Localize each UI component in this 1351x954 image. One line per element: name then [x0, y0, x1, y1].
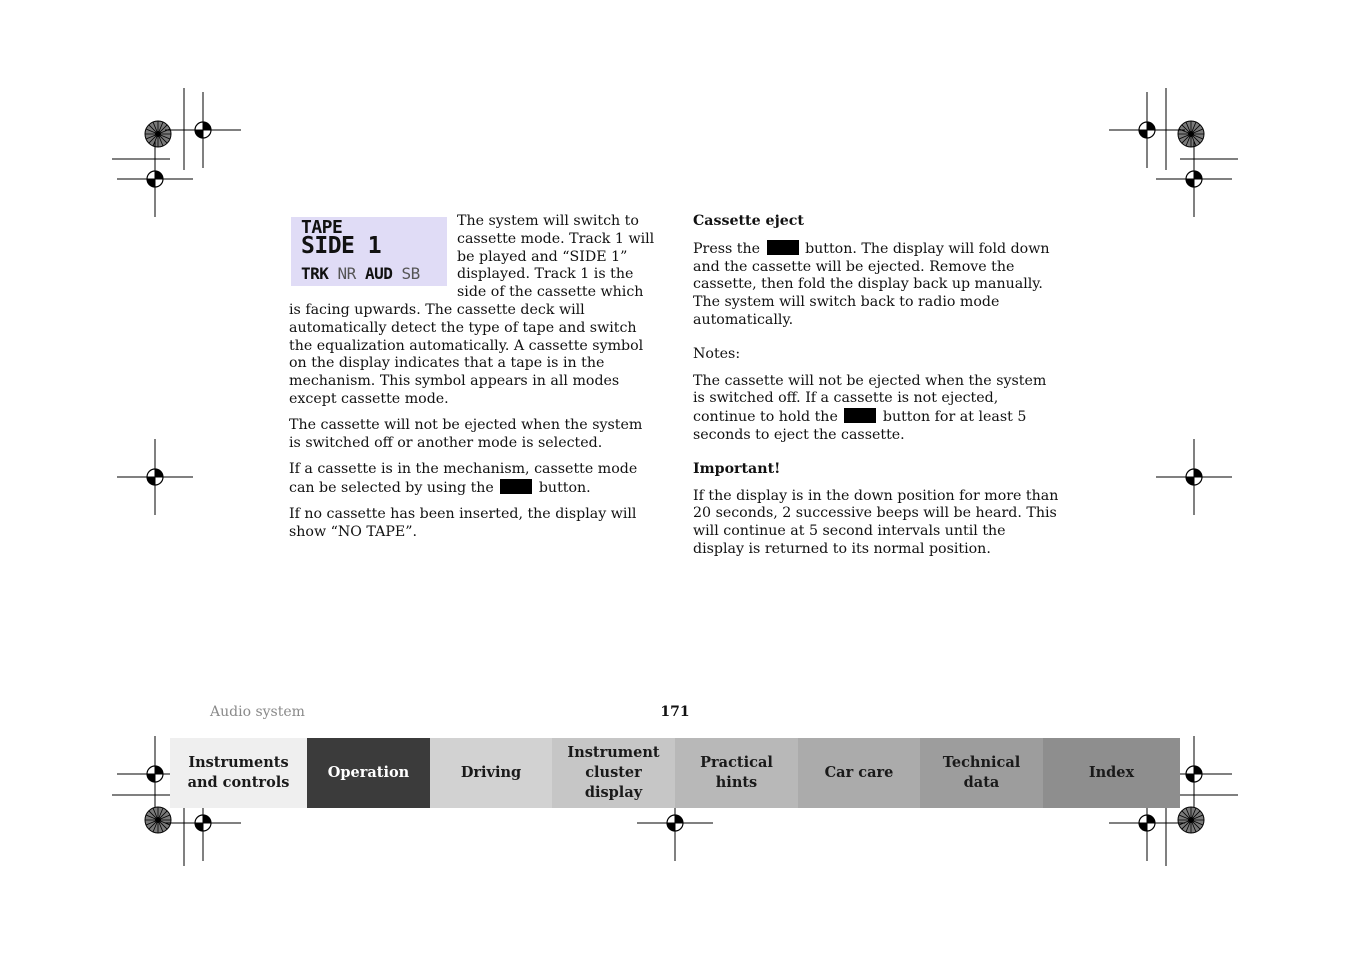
display-line-side: SIDE 1	[301, 233, 382, 259]
tape-button-icon	[500, 479, 532, 494]
display-sb: SB	[401, 264, 420, 283]
tab-index[interactable]: Index	[1043, 738, 1180, 808]
left-column	[289, 213, 657, 551]
display-trk: TRK	[301, 264, 329, 283]
eject-button-icon-notes	[844, 408, 876, 423]
paragraph-eject	[693, 240, 1061, 330]
chapter-tab-bar	[170, 738, 1180, 808]
display-nr: NR	[337, 264, 356, 283]
tab-practical-hints[interactable]: Practical hints	[675, 738, 798, 808]
eject-text-before: Press the	[693, 240, 761, 257]
paragraph-no-tape: If no cassette has been inserted, the display will show “NO TAPE”.	[289, 506, 637, 541]
select-mode-text-before: If a cassette is in the mechanism, cassette mode can be selected by using the	[289, 461, 638, 497]
notes-text-after: button for at least 5 seconds to eject the cassette.	[693, 409, 1027, 443]
display-line-mode: TAPE	[301, 217, 343, 238]
eject-button-icon	[767, 240, 799, 255]
select-mode-text-after: button.	[538, 480, 591, 497]
heading-cassette-eject: Cassette eject	[693, 213, 804, 229]
paragraph-cassette-mode: The system will switch to cassette mode. Track 1 will be played and “SIDE 1” displayed. Track 1 is the side of the cassette which is facing upwards. The cassette deck will automatically detect the type of tape and switch the equalization automatically. A cassette symbol on the display indicates that a tape is in the mechanism. This symbol appears in all modes except cassette mode.	[289, 213, 655, 407]
paragraph-important: If the display is in the down position for more than 20 seconds, 2 successive beeps will be heard. This will continue at 5 second intervals until the display is returned to its normal position.	[693, 487, 1059, 557]
display-line-status	[301, 265, 420, 283]
page-number: 171	[660, 704, 690, 720]
tab-driving[interactable]: Driving	[430, 738, 552, 808]
notes-text-before: The cassette will not be ejected when the system is switched off. If a cassette is not ejected, continue to hold the	[693, 372, 1047, 426]
right-column	[693, 213, 1061, 567]
radio-display-panel	[291, 217, 447, 286]
section-label: Audio system	[210, 704, 305, 720]
heading-important: Important!	[693, 460, 781, 477]
display-aud: AUD	[364, 264, 393, 283]
notes-label: Notes:	[693, 345, 741, 362]
tab-instruments-and-controls[interactable]: Instruments and controls	[170, 738, 307, 808]
tab-operation[interactable]: Operation	[307, 738, 430, 808]
paragraph-select-mode	[289, 461, 657, 498]
tab-car-care[interactable]: Car care	[798, 738, 920, 808]
paragraph-notes	[693, 373, 1061, 445]
paragraph-no-eject: The cassette will not be ejected when the system is switched off or another mode is selected.	[289, 417, 643, 452]
tab-technical-data[interactable]: Technical data	[920, 738, 1043, 808]
tab-instrument-cluster-display[interactable]: Instrument cluster display	[552, 738, 675, 808]
eject-text-after: button. The display will fold down and the cassette will be ejected. Remove the cassette, then fold the display back up manually. The system will switch back to radio mode automatically.	[693, 240, 1050, 328]
